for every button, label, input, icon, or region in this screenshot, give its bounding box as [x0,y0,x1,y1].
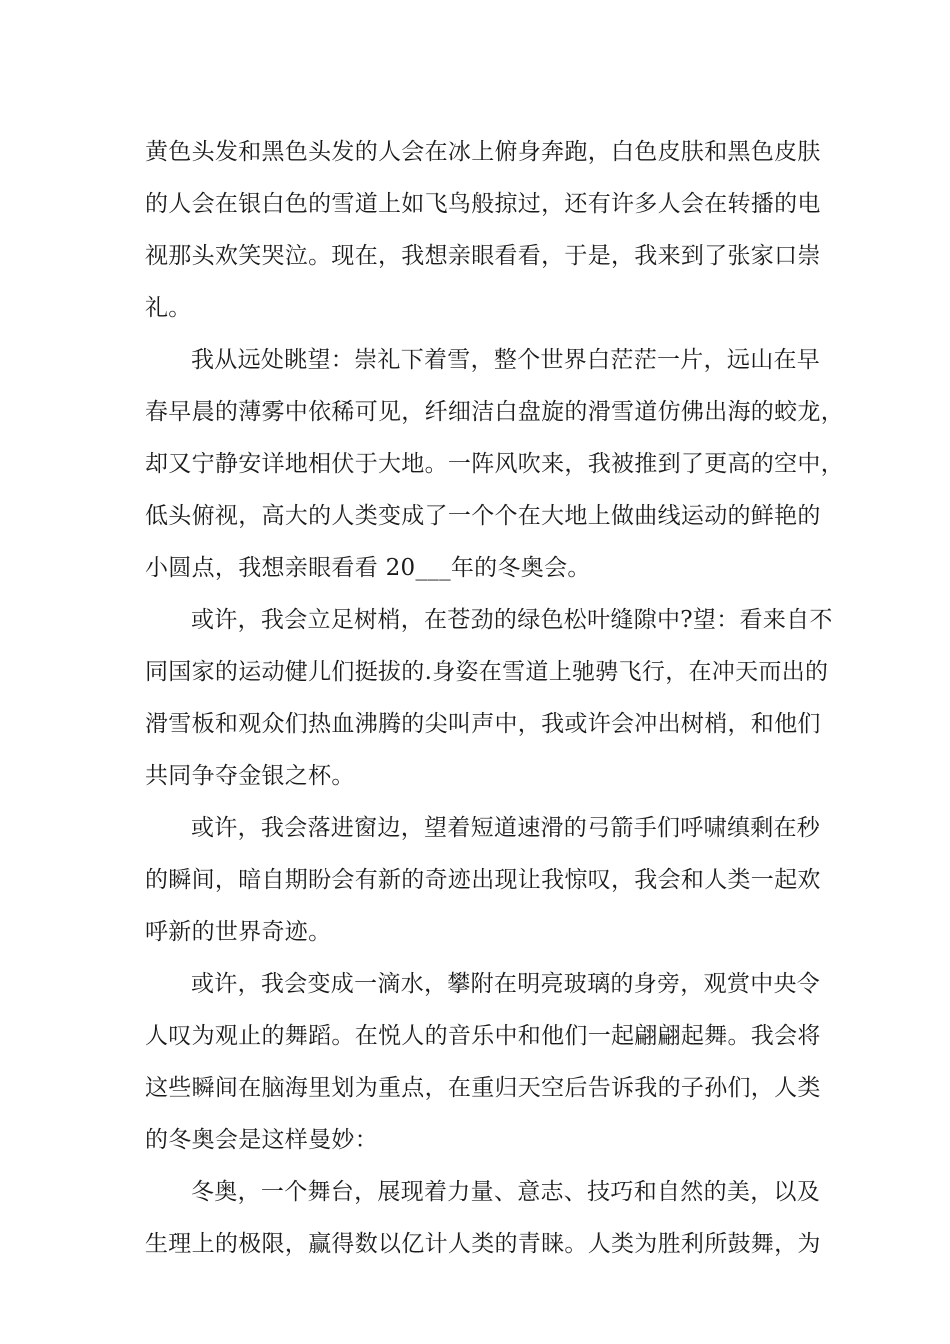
paragraph [145,802,821,958]
text-line: 或许，我会立足树梢，在苍劲的绿色松叶缝隙中?望：看来自不 [191,607,833,633]
document-body [145,126,844,1270]
text-line: 同国家的运动健儿们挺拔的.身姿在雪道上驰骋飞行，在冲天而出的 [145,659,829,685]
paragraph [145,126,821,334]
text-line: 冬奥，一个舞台，展现着力量、意志、技巧和自然的美，以及 [191,1179,821,1205]
text-line: 的人会在银白色的雪道上如飞鸟般掠过，还有许多人会在转播的电 [145,191,821,217]
paragraph [145,594,833,802]
text-line: 却又宁静安详地相伏于大地。一阵风吹来，我被推到了更高的空中， [145,451,844,477]
text-line: 的冬奥会是这样曼妙： [145,1127,378,1153]
text-line: 的瞬间，暗自期盼会有新的奇迹出现让我惊叹，我会和人类一起欢 [145,867,821,893]
text-line: 共同争夺金银之杯。 [145,763,355,789]
text-line: 低头俯视，高大的人类变成了一个个在大地上做曲线运动的鲜艳的 [145,503,821,529]
text-line: 春早晨的薄雾中依稀可见，纤细洁白盘旋的滑雪道仿佛出海的蛟龙， [145,399,844,425]
text-line: 这些瞬间在脑海里划为重点，在重归天空后告诉我的子孙们，人类 [145,1075,821,1101]
text-line: 人叹为观止的舞蹈。在悦人的音乐中和他们一起翩翩起舞。我会将 [145,1023,821,1049]
text-line: 黄色头发和黑色头发的人会在冰上俯身奔跑，白色皮肤和黑色皮肤 [145,139,821,165]
paragraph [145,1166,821,1270]
text-line: 礼。 [145,295,192,321]
text-line: 滑雪板和观众们热血沸腾的尖叫声中，我或许会冲出树梢，和他们 [145,711,821,737]
text-line: 生理上的极限，赢得数以亿计人类的青睐。人类为胜利所鼓舞，为 [145,1231,821,1257]
paragraph [145,958,821,1166]
text-line: 或许，我会变成一滴水，攀附在明亮玻璃的身旁，观赏中央令 [191,971,821,997]
text-line: 或许，我会落进窗边，望着短道速滑的弓箭手们呼啸缜剩在秒 [191,815,821,841]
text-line: 我从远处眺望：崇礼下着雪，整个世界白茫茫一片，远山在早 [191,347,821,373]
text-line: 小圆点，我想亲眼看看 20___年的冬奥会。 [145,555,591,581]
paragraph [145,334,844,594]
text-line: 呼新的世界奇迹。 [145,919,332,945]
text-line: 视那头欢笑哭泣。现在，我想亲眼看看，于是，我来到了张家口崇 [145,243,821,269]
